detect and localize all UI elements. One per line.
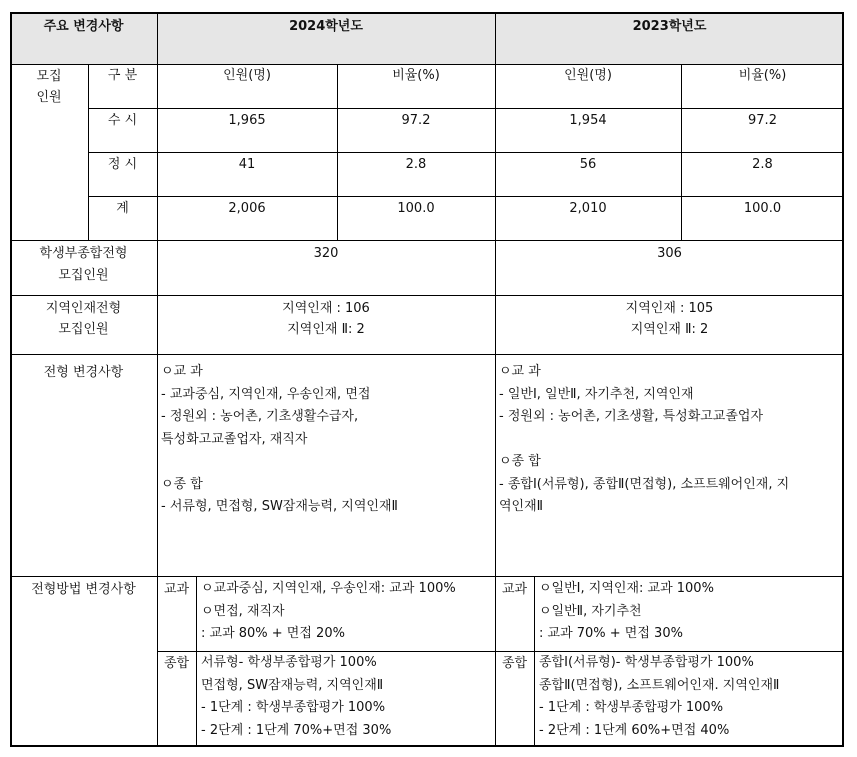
- regional-label: 모집인원: [58, 322, 109, 337]
- list-item: 특성화고교졸업자, 재직자: [161, 431, 308, 447]
- method-label: 전형방법 변경사항: [31, 582, 136, 597]
- table-border-bottom: [10, 745, 844, 747]
- list-item: : 교과 70% + 면접 30%: [539, 626, 683, 641]
- header-2023: 2023학년도: [632, 19, 707, 34]
- recruit-label: 인원: [36, 90, 62, 105]
- row-divider: [88, 152, 844, 153]
- list-item: - 1단계 : 학생부종합평가 100%: [201, 700, 386, 715]
- regional-2024: 지역인재 Ⅱ: 2: [287, 322, 365, 337]
- regional-2024: 지역인재 : 106: [282, 301, 370, 316]
- cell-ratio-2023: 97.2: [748, 113, 777, 128]
- changes-2023: [499, 361, 789, 519]
- list-item: 면접형, SW잠재능력, 지역인재Ⅱ: [201, 677, 384, 693]
- list-item: - 2단계 : 1단계 60%+면접 40%: [539, 722, 730, 738]
- list-item: ㅇ교과중심, 지역인재, 우송인재: 교과 100%: [201, 581, 456, 596]
- list-item: - 정원외 : 농어촌, 기초생활수급자,: [161, 409, 359, 424]
- row-divider: [10, 295, 844, 296]
- column-divider: [534, 576, 535, 745]
- cell-count-2024: 41: [238, 157, 256, 172]
- subhead-count-2023: 인원(명): [564, 68, 612, 83]
- list-item: - 2단계 : 1단계 70%+면접 30%: [201, 722, 392, 738]
- list-item: 종합Ⅰ(서류형)- 학생부종합평가 100%: [539, 655, 754, 670]
- list-item: ㅇ일반Ⅱ, 자기추천: [539, 603, 642, 619]
- cell-ratio-2024: 100.0: [397, 201, 435, 216]
- cell-count-2023: 1,954: [569, 113, 607, 128]
- method-comprehensive-label: 종합: [163, 656, 190, 671]
- method-2024-comprehensive: [201, 652, 391, 742]
- regional-label: 지역인재전형: [45, 301, 122, 316]
- subhead-ratio-2024: 비율(%): [392, 68, 440, 83]
- row-name-total: 계: [116, 201, 129, 216]
- cell-count-2023: 56: [579, 157, 597, 172]
- student-record-2023: 306: [657, 246, 682, 261]
- list-item: 종합Ⅱ(면접형), 소프트웨어인재. 지역인재Ⅱ: [539, 677, 780, 693]
- subhead-ratio-2023: 비율(%): [738, 68, 787, 83]
- list-item: - 일반Ⅰ, 일반Ⅱ, 자기추천, 지역인재: [499, 386, 694, 402]
- row-divider: [88, 108, 844, 109]
- student-record-label: 모집인원: [58, 268, 109, 283]
- cell-count-2024: 2,006: [228, 201, 266, 216]
- method-subject-label: 교과: [501, 582, 528, 597]
- list-item: ㅇ교 과: [499, 364, 541, 379]
- list-item: ㅇ종 합: [161, 476, 203, 492]
- recruit-label: 모집: [36, 69, 62, 84]
- method-2023-comprehensive: [539, 652, 779, 742]
- regional-2023: 지역인재 Ⅱ: 2: [630, 322, 709, 337]
- list-item: ㅇ면접, 재직자: [201, 603, 285, 619]
- header-2024: 2024학년도: [289, 19, 363, 34]
- list-item: 역인재Ⅱ: [499, 499, 544, 514]
- method-comprehensive-label: 종합: [501, 656, 528, 671]
- method-subject-label: 교과: [163, 582, 190, 597]
- student-record-label: 학생부종합전형: [39, 246, 128, 261]
- list-item: - 교과중심, 지역인재, 우송인재, 면접: [161, 386, 371, 402]
- row-divider: [88, 196, 844, 197]
- table-border-top: [10, 12, 844, 14]
- method-2024-subject: [201, 578, 456, 646]
- regional-2023: 지역인재 : 105: [625, 301, 714, 316]
- cell-count-2023: 2,010: [569, 201, 607, 216]
- changes-label: 전형 변경사항: [43, 365, 124, 380]
- list-item: [499, 429, 789, 452]
- cell-ratio-2024: 2.8: [405, 157, 427, 172]
- subhead-category: 구 분: [107, 68, 138, 83]
- row-name-regular: 정 시: [107, 157, 138, 172]
- method-2023-subject: [539, 578, 714, 646]
- column-divider: [196, 576, 197, 745]
- list-item: - 1단계 : 학생부종합평가 100%: [539, 700, 724, 715]
- list-item: [161, 451, 398, 474]
- list-item: 서류형- 학생부종합평가 100%: [201, 655, 377, 670]
- changes-2024: [161, 361, 398, 519]
- cell-count-2024: 1,965: [228, 113, 266, 128]
- student-record-2024: 320: [313, 246, 339, 261]
- row-divider: [10, 576, 844, 577]
- cell-ratio-2024: 97.2: [401, 113, 431, 128]
- row-divider: [10, 354, 844, 355]
- row-divider: [10, 240, 844, 241]
- list-item: - 정원외 : 농어촌, 기초생활, 특성화고교졸업자: [499, 409, 764, 424]
- list-item: - 서류형, 면접형, SW잠재능력, 지역인재Ⅱ: [161, 499, 398, 514]
- list-item: - 종합Ⅰ(서류형), 종합Ⅱ(면접형), 소프트웨어인재, 지: [499, 476, 790, 492]
- subhead-count-2024: 인원(명): [223, 68, 271, 83]
- list-item: ㅇ교 과: [161, 364, 203, 379]
- admission-changes-table: [10, 12, 844, 747]
- row-name-early: 수 시: [107, 113, 138, 128]
- cell-ratio-2023: 2.8: [752, 157, 773, 172]
- cell-ratio-2023: 100.0: [743, 201, 782, 216]
- list-item: ㅇ종 합: [499, 454, 541, 469]
- header-label: 주요 변경사항: [43, 19, 124, 34]
- list-item: : 교과 80% + 면접 20%: [201, 626, 345, 641]
- list-item: ㅇ일반Ⅰ, 지역인재: 교과 100%: [539, 581, 714, 596]
